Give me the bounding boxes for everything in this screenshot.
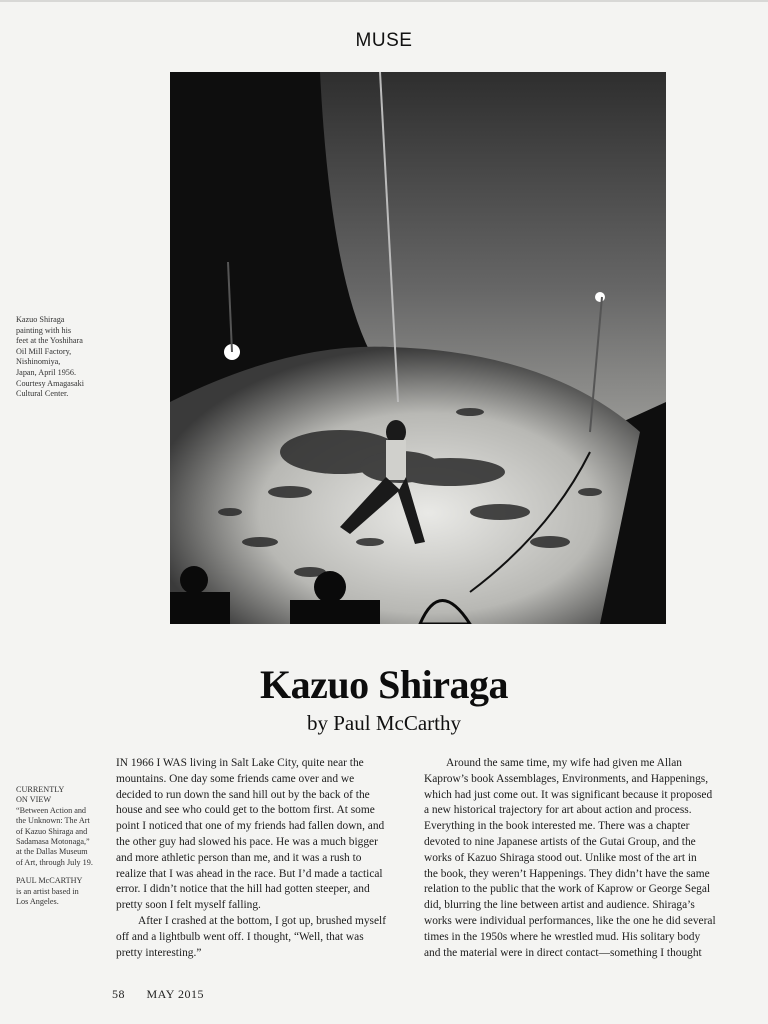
caption-line: Nishinomiya, (16, 357, 61, 367)
body-line: realize that I was ahead in the race. But I’d made a tactical (116, 867, 383, 880)
sidebar-line: PAUL McCARTHY (16, 876, 83, 886)
body-column-2 (424, 756, 716, 961)
sidebar-line: the Unknown: The Art (16, 816, 90, 826)
body-line: relation to the public that the work of Kaprow or George Segal (424, 883, 711, 896)
caption-line: Japan, April 1956. (16, 367, 77, 377)
body-line: works of Kazuo Shiraga stood out. Unlike most of the art in (424, 851, 697, 864)
page-edge (0, 0, 768, 2)
body-line: off and a lightbulb went off. I thought, “Well, that was (116, 930, 364, 943)
body-line: After I crashed at the bottom, I got up, brushed myself (138, 914, 386, 927)
caption-line: Cultural Center. (16, 389, 69, 399)
sidebar-line: of Art, through July 19. (16, 857, 93, 867)
page-number: 58 (112, 987, 125, 1001)
body-line: house and see who could get to the bottom first. At some (116, 804, 375, 817)
sidebar-gap (16, 868, 96, 876)
sidebar-line: of Kazuo Shiraga and (16, 826, 88, 836)
body-line: pretty interesting.” (116, 946, 202, 959)
sidebar-line: CURRENTLY (16, 785, 65, 794)
sidebar-info (16, 785, 96, 907)
sidebar-line: is an artist based in (16, 886, 79, 896)
caption-line: feet at the Yoshihara (16, 336, 83, 346)
body-line: and the material were in direct contact—something I thought (424, 946, 702, 959)
page-footer (112, 987, 222, 1002)
article-byline: by Paul McCarthy (307, 711, 461, 735)
section-header: MUSE (355, 30, 413, 51)
body-line: the book, they weren’t Happenings. They didn’t have the same (424, 867, 710, 880)
body-line: works were individual performances, like the one he did several (424, 914, 716, 927)
caption-line: Courtesy Amagasaki (16, 378, 84, 388)
body-line: a new historical trajectory for art about action and process. (424, 804, 692, 817)
body-column-1 (116, 756, 408, 961)
body-line: Kaprow’s book Assemblages, Environments, and Happenings, (424, 772, 709, 785)
sidebar-line: Los Angeles. (16, 897, 59, 907)
body-line: error. I didn’t notice that the hill had gotten steeper, and (116, 883, 370, 896)
issue-date: MAY 2015 (146, 987, 204, 1001)
sidebar-line: Sadamasa Motonaga,” (16, 837, 90, 847)
body-line: mountains. One day some friends came over and we (116, 772, 355, 785)
feature-photo (170, 72, 666, 624)
body-line: which had just come out. It was significant because it proposed (424, 788, 713, 801)
body-line: the other guy had slowed his pace. He was a much bigger (116, 835, 378, 848)
body-line: decided to run down the sand hill out by the back of the (116, 788, 370, 801)
body-line: did, blurring the line between artist and audience. Shiraga’s (424, 899, 695, 912)
body-line: devoted to nine Japanese artists of the Gutai Group, and the (424, 835, 696, 848)
caption-line: Oil Mill Factory, (16, 346, 72, 356)
sidebar-line: at the Dallas Museum (16, 847, 88, 857)
sidebar-line: “Between Action and (16, 805, 87, 815)
body-line: Everything in the book interested me. There was a chapter (424, 820, 690, 833)
caption-line: Kazuo Shiraga (16, 315, 65, 324)
body-line: times in the 1950s where he wrestled mud. His solitary body (424, 930, 701, 943)
body-line: Around the same time, my wife had given me Allan (446, 757, 682, 769)
article-title: Kazuo Shiraga (260, 662, 508, 707)
body-line: point I noticed that one of my friends had fallen down, and (116, 820, 385, 833)
body-line: and more athletic person than me, and it was a rush to (116, 851, 362, 864)
sidebar-line: ON VIEW (16, 795, 52, 805)
photo-caption (16, 315, 92, 400)
body-line: IN 1966 I WAS living in Salt Lake City, quite near the (116, 757, 364, 769)
body-line: pretty soon I felt myself falling. (116, 899, 261, 912)
caption-line: painting with his (16, 325, 72, 335)
